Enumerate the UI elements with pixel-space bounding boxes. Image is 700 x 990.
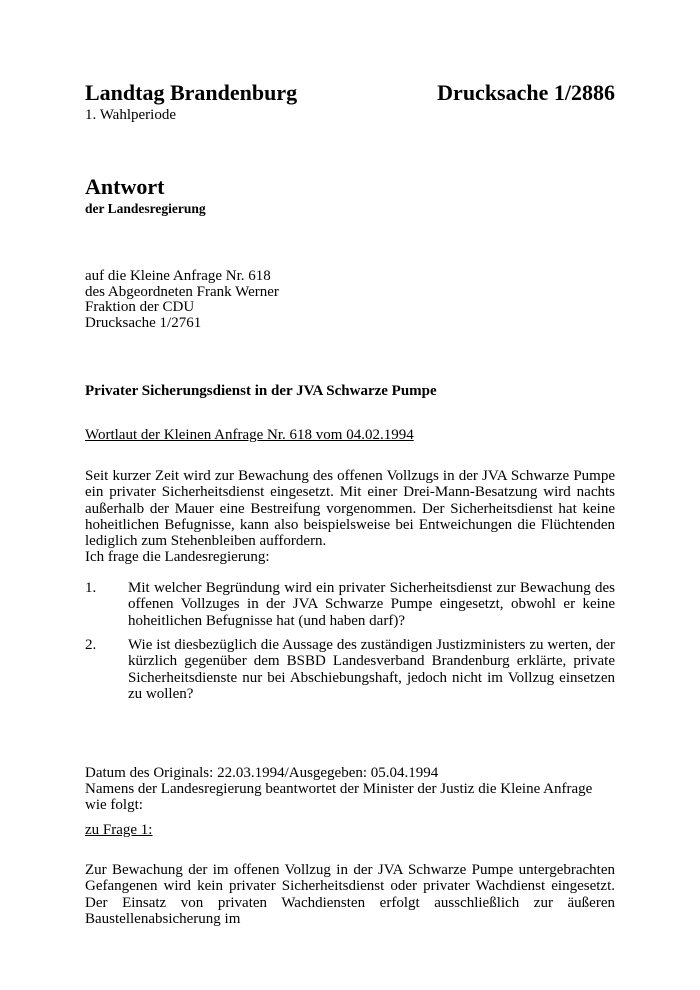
- reference-line: Drucksache 1/2761: [85, 314, 202, 331]
- answer-title: Antwort: [85, 174, 165, 199]
- document-number: Drucksache 1/2886: [437, 80, 615, 105]
- question-number: 1.: [85, 580, 97, 596]
- inquiry-reference: [85, 269, 279, 331]
- subject-heading: Privater Sicherungsdienst in der JVA Schwarze Pumpe: [85, 383, 437, 399]
- inquiry-ask: Ich frage die Landesregierung:: [85, 549, 270, 565]
- parliament-title: Landtag Brandenburg: [85, 80, 298, 105]
- answer-1-heading: zu Frage 1:: [85, 822, 153, 838]
- inquiry-intro: Seit kurzer Zeit wird zur Bewachung des offenen Vollzugs in der JVA Schwarze Pumpe ein privater Sicherheitsdienst eingesetzt. Mit einer Drei-Mann-Besatzung wird nachts außerhalb der Mauer eine Bestreifung vorgenommen. Der Sicherheitsdienst hat keine hoheitlichen Befugnisse, kann also beispielsweise bei Entweichungen die Flüchtenden lediglich zum Stehenbleiben auffordern.: [85, 468, 615, 550]
- header-left: [85, 80, 297, 124]
- reference-line: Fraktion der CDU: [85, 299, 195, 315]
- date-line: Datum des Originals: 22.03.1994/Ausgegeben: 05.04.1994: [85, 765, 439, 781]
- inquiry-heading: Wortlaut der Kleinen Anfrage Nr. 618 vom 04.02.1994: [85, 427, 414, 443]
- answer-1-text: Zur Bewachung der im offenen Vollzug in der JVA Schwarze Pumpe untergebrachten Gefangenen wird kein privater Sicherheitsdienst oder privater Wachdienst eingesetzt. Der Einsatz von privaten Wachdiensten erfolgt ausschließlich zur äußeren Baustellenabsicherung im: [85, 862, 615, 927]
- reference-line: auf die Kleine Anfrage Nr. 618: [85, 268, 271, 284]
- response-intro: Namens der Landesregierung beantwortet der Minister der Justiz die Kleine Anfrage wie folgt:: [85, 781, 593, 814]
- legislative-period: 1. Wahlperiode: [85, 107, 176, 123]
- answer-subtitle: der Landesregierung: [85, 201, 206, 216]
- question-text: Wie ist diesbezüglich die Aussage des zuständigen Justizministers zu werten, der kürzlich gegenüber dem BSBD Landesverband Brandenburg erklärte, private Sicherheitsdienste nur bei Abschiebungshaft, jedoch nicht im Vollzug einsetzen zu wollen?: [128, 637, 615, 702]
- reference-line: des Abgeordneten Frank Werner: [85, 283, 279, 300]
- question-text: Mit welcher Begründung wird ein privater Sicherheitsdienst zur Bewachung des offenen Vollzuges in der JVA Schwarze Pumpe eingesetzt, obwohl er keine hoheitlichen Befugnisse hat (und haben darf)?: [128, 580, 615, 629]
- answer-block: [85, 174, 206, 217]
- question-number: 2.: [85, 637, 97, 653]
